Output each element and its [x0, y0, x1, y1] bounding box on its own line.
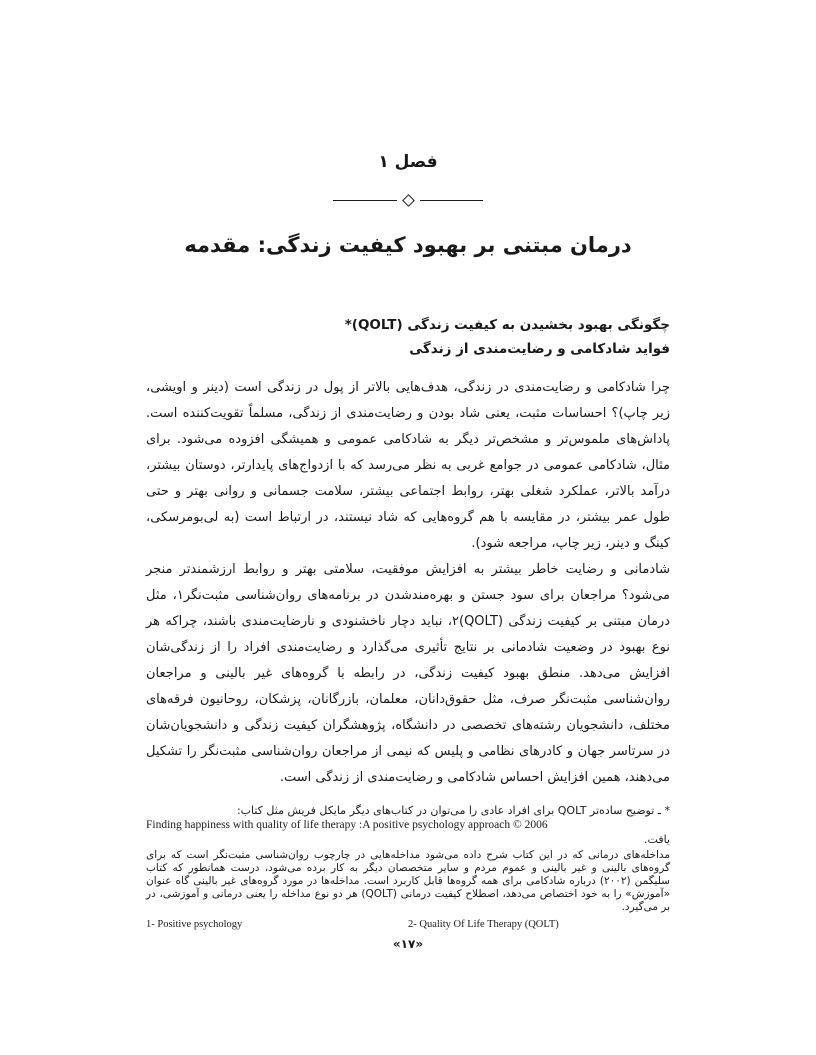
section-heading-how-to-improve: چگونگی بهبود بخشیدن به کیفیت زندگی (QOLT)*	[344, 317, 670, 333]
body-paragraph-1: چرا شادکامی و رضایت‌مندی در زندگی، هدف‌هایی بالاتر از پول در زندگی است (دینر و اویشی، زیر چاپ)؟ احساسات مثبت، یعنی شاد بودن و رضایت‌مندی از زندگی، مسلماً تقویت‌کننده است. پاداش‌های ملموس‌تر و مشخص‌تر دیگر به شادکامی عمومی و همیشگی افزوده می‌شود. برای مثال، شادکامی عمومی در جوامع غربی به نظر می‌رسد که با ازدواج‌های پایدارتر، دوستان بیشتر، درآمد بالاتر، عملکرد شغلی بهتر، روابط اجتماعی بیشتر، سلامت جسمانی و روانی بهتر و حتی طول عمر بیشتر، در مقایسه با هم گروه‌هایی که شاد نیستند، در ارتباط است (به لی‌بومرسکی، کینگ و دینر، زیر چاپ، مراجعه شود).	[146, 380, 670, 551]
footnote-paragraph: مداخله‌های درمانی که در این کتاب شرح داده می‌شود مداخله‌هایی در چارچوب روان‌شناسی مثبت‌نگر است که برای گروه‌های بالینی و غیر بالینی و عموم مردم و سایر متخصصان دیگر به کار برده می‌شود، درست همانطور که کتاب سلیگمن (۲۰۰۲) درباره شادکامی برای همه گروه‌ها قابل کاربرد است. مداخله‌ها در مورد گروه‌های غیر بالینی گاه عنوان «آموزش» را به خود اختصاص می‌دهد، اصطلاح کیفیت درمانی (QOLT) هر دو نوع مداخله را یعنی درمانی و آموزشی، در بر می‌گیرد.	[146, 849, 670, 913]
body-text	[146, 375, 670, 791]
body-paragraph-2: شادمانی و رضایت خاطر بیشتر به افزایش موفقیت، سلامتی بهتر و روابط ارزشمندتر منجر می‌شود؟ مراجعان برای سود جستن و بهره‌مندشدن در برنامه‌های روان‌شناسی مثبت‌نگر۱، مثل درمان مبتنی بر کیفیت زندگی (QOLT)۲، نباید دچار ناخشنودی و نارضایت‌مندی باشند، چراکه هر نوع بهبود در وضعیت شادمانی بر نتایج تأثیری می‌گذارد و رضایت‌مندی افراد را از زندگی‌شان افزایش می‌دهد. منطق بهبود کیفیت زندگی، در رابطه با گروه‌های غیر بالینی و مراجعان روان‌شناسی مثبت‌نگر صرف، مثل حقوق‌دانان، معلمان، بازرگانان، پزشکان، روحانیون فرقه‌های مختلف، دانشجویان رشته‌های تخصصی در دانشگاه، پژوهشگران کیفیت زندگی و دانشجویان‌شان در سرتاسر جهان و کادرهای نظامی و پلیس که نیمی از مراجعان روان‌شناسی مثبت‌نگر را تشکیل می‌دهند، همین افزایش احساس شادکامی و رضایت‌مندی از زندگی است.	[146, 562, 671, 785]
divider-line-right	[333, 200, 397, 201]
chapter-divider	[333, 196, 483, 205]
footnotes-section	[146, 803, 670, 931]
footnote-continuation: یافت.	[644, 833, 670, 846]
footnote-english-book-title: Finding happiness with quality of life therapy :A positive psychology approach © 2006	[146, 819, 548, 831]
diamond-ornament-icon	[402, 194, 415, 207]
book-page	[146, 0, 670, 951]
section-heading-benefits: فواید شادکامی و رضایت‌مندی از زندگی	[409, 341, 670, 357]
chapter-title: درمان مبتنی بر بهبود کیفیت زندگی: مقدمه	[184, 233, 632, 257]
footnote-references	[146, 918, 670, 931]
divider-line-left	[420, 200, 484, 201]
footnote-star-line: * ـ توضیح ساده‌تر QOLT برای افراد عادی را می‌توان در کتاب‌های دیگر مایکل فریش مثل کتاب:	[236, 804, 670, 817]
footnote-ref-1: 1- Positive psychology	[146, 919, 243, 930]
footnote-ref-2: 2- Quality Of Life Therapy (QOLT)	[408, 919, 559, 930]
page-number: «۱۷»	[392, 937, 424, 951]
section-headings	[146, 313, 670, 361]
chapter-label: فصل ۱	[378, 152, 438, 172]
